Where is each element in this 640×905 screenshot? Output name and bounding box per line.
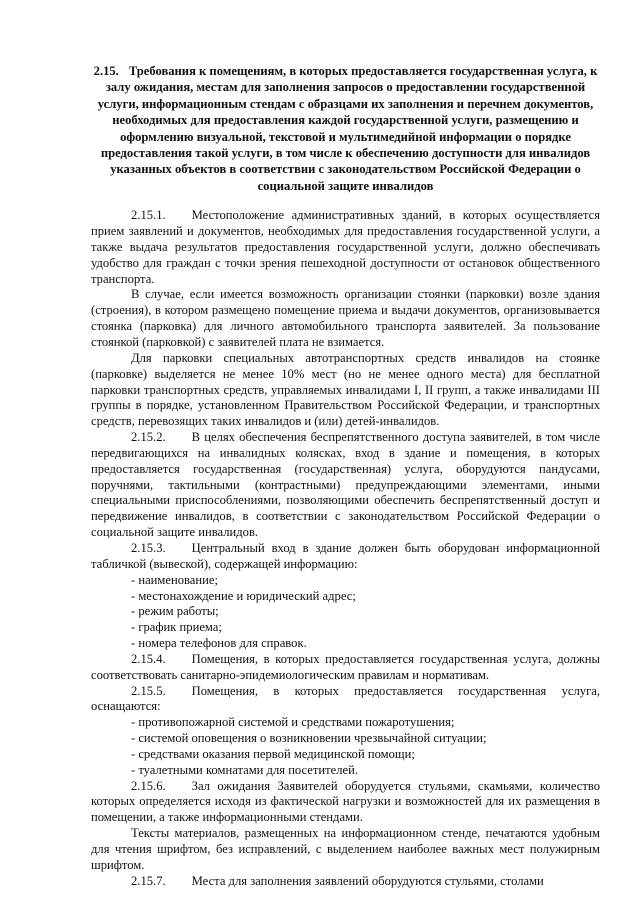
paragraph-2-15-1 [91,208,600,287]
list-item: - график приема; [131,620,222,635]
clause-number: 2.15.5. [131,683,166,698]
section-number: 2.15. [93,64,119,78]
section-title: Требования к помещениям, в которых предоставляется государственная услуга, к залу ожидания, местам для заполнения запросов о предоставлении государственной услуги, информационным стендам с образцами их заполнения и перечнем документов, необходимых для предоставления каждой государственной услуги, размещению и оформлению визуальной, текстовой и мультимедийной информации о порядке предоставления такой услуги, в том числе к обеспечению доступности для инвалидов указанных объектов в соответствии с законодательством Российской Федерации о социальной защите инвалидов [97,64,598,193]
clause-number: 2.15.6. [131,778,166,793]
clause-text: Местоположение административных зданий, в которых осуществляется прием заявлений и документов, необходимых для предоставления государственной услуги, а также выдача результатов предоставления государственной услуги, должно обеспечивать удобство для граждан с точки зрения пешеходной доступности от остановок общественного транспорта. [91,208,600,286]
list-item: - системой оповещения о возникновении чрезвычайной ситуации; [131,731,487,746]
clause-number: 2.15.7. [131,873,166,888]
list-item: - средствами оказания первой медицинской помощи; [131,746,415,761]
clause-text: Помещения, в которых предоставляется государственная услуга, оснащаются: [91,683,600,714]
paragraph-2-15-4 [91,652,600,684]
section-heading [91,63,600,194]
paragraph-stand-texts: Тексты материалов, размещенных на информационном стенде, печатаются удобным для чтения шрифтом, без исправлений, с выделением наиболее важных мест полужирным шрифтом. [91,826,600,872]
paragraph-disabled-parking: Для парковки специальных автотранспортных средств инвалидов на стоянке (парковке) выделяется не менее 10% мест (но не менее одного места) для бесплатной парковки транспортных средств, управляемых инвалидами I, II групп, а также инвалидами III группы в порядке, установленном Правительством Российской Федерации, и транспортных средств, перевозящих таких инвалидов и (или) детей-инвалидов. [91,350,600,429]
list-item: - номера телефонов для справок. [131,636,307,651]
signage-info-list [91,573,600,652]
paragraph-2-15-2 [91,430,600,541]
clause-number: 2.15.3. [131,540,166,555]
clause-number: 2.15.2. [131,430,166,445]
clause-text: Зал ожидания Заявителей оборудуется стульями, скамьями, количество которых определяется исходя из фактической нагрузки и возможностей для их размещения в помещении, а также информационными стендами. [91,778,600,825]
paragraph-parking: В случае, если имеется возможность организации стоянки (парковки) возле здания (строения), в котором размещено помещение приема и выдачи документов, организовывается стоянка (парковка) для личного автомобильного транспорта заявителей. За пользование стоянкой (парковкой) с заявителей плата не взимается. [91,287,600,349]
clause-number: 2.15.1. [131,208,166,223]
clause-text: Центральный вход в здание должен быть оборудован информационной табличкой (вывеской), содержащей информацию: [91,540,600,571]
clause-number: 2.15.4. [131,651,166,666]
paragraph-2-15-5 [91,684,600,716]
clause-text: Помещения, в которых предоставляется государственная услуга, должны соответствовать санитарно-эпидемиологическим правилам и нормативам. [91,651,600,682]
paragraph-2-15-7 [91,874,600,890]
list-item: - местонахождение и юридический адрес; [131,588,356,603]
list-item: - туалетными комнатами для посетителей. [131,762,358,777]
list-item: - противопожарной системой и средствами пожаротушения; [131,715,455,730]
list-item: - наименование; [131,572,218,587]
equipment-list [91,715,600,778]
clause-text: Места для заполнения заявлений оборудуются стульями, столами [191,873,544,888]
paragraph-2-15-3 [91,541,600,573]
clause-text: В целях обеспечения беспрепятственного доступа заявителей, в том числе передвигающихся на инвалидных колясках, вход в здание и помещения, в которых предоставляется государственная (государственная) услуга, оборудуются пандусами, поручнями, тактильными (контрастными) предупреждающими элементами, иными специальными приспособлениями, позволяющими обеспечить беспрепятственный доступ и передвижение инвалидов, в соответствии с законодательством Российской Федерации о социальной защите инвалидов. [91,430,600,540]
list-item: - режим работы; [131,604,219,619]
paragraph-2-15-6 [91,779,600,827]
